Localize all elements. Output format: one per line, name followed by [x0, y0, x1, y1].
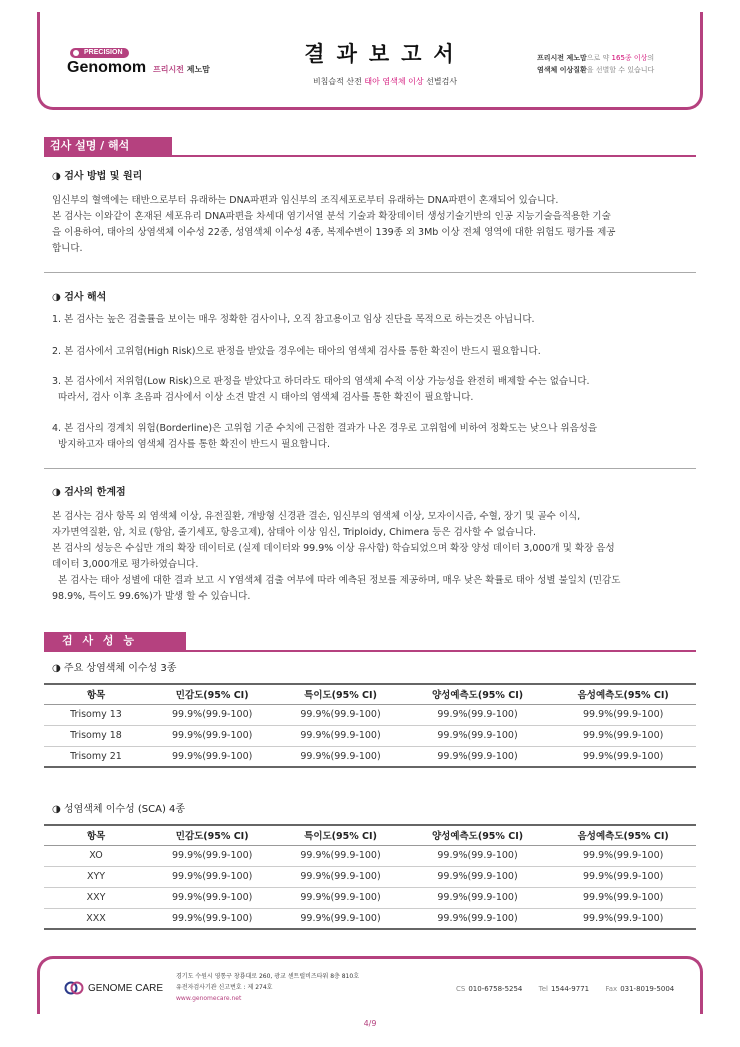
section-title-explain: 검사 설명 / 해석 — [44, 137, 172, 155]
column-header: 특이도(95% CI) — [276, 825, 404, 845]
table-cell: Trisomy 21 — [44, 746, 148, 767]
limitations-line: 데이터 3,000개로 평가하였습니다. — [52, 559, 199, 570]
table-cell: XYY — [44, 866, 148, 887]
autosomal-heading: ◑ 주요 상염색체 이수성 3종 — [52, 663, 177, 674]
company-address-block — [176, 971, 359, 1004]
tagline-brand: 프리시전 제노맘 — [537, 54, 587, 62]
tel-label: Tel — [538, 985, 548, 993]
logo-sub-precision: 프리시전 — [153, 65, 184, 74]
column-header: 특이도(95% CI) — [276, 684, 404, 704]
limitations-line: 자가면역질환, 암, 치료 (항암, 줄기세포, 항응고제), 삼태아 이상 임신, Triploidy, Chimera 등은 검사할 수 없습니다. — [52, 527, 537, 538]
column-header: 음성예측도(95% CI) — [550, 684, 696, 704]
method-paragraph — [52, 193, 694, 257]
table-row — [44, 908, 696, 929]
badge-text: PRECISION — [84, 49, 123, 56]
table-cell: 99.9%(99.9-100) — [148, 908, 276, 929]
table-row — [44, 746, 696, 767]
genome-care-logo-icon — [64, 981, 84, 995]
interpretation-item — [52, 374, 692, 406]
method-line: 을 이용하여, 태아의 상염색체 이수성 22종, 성염색체 이수성 4종, 복제수변이 139종 외 3Mb 이상 전체 영역에 대한 위험도 평가를 제공 — [52, 227, 616, 238]
table-cell: 99.9%(99.9-100) — [405, 725, 551, 746]
method-line: 임신부의 혈액에는 태반으로부터 유래하는 DNA파편과 임신부의 조직세포로부터 유래하는 DNA파편이 혼재되어 있습니다. — [52, 195, 559, 206]
subtitle-part: 선별검사 — [423, 77, 458, 86]
column-header: 음성예측도(95% CI) — [550, 825, 696, 845]
interpretation-line: 1. 본 검사는 높은 검출률을 보이는 매우 정확한 검사이나, 오직 참고용이고 임상 진단을 목적으로 하는것은 아닙니다. — [52, 314, 535, 325]
fax-label: Fax — [605, 985, 618, 993]
table-cell: 99.9%(99.9-100) — [550, 725, 696, 746]
section-rule — [44, 650, 696, 652]
tagline-text: 의 — [647, 54, 655, 62]
limitations-line: 본 검사의 성능은 수십만 개의 확장 데이터로 (실제 데이터와 99.9% 이상 유사함) 학습되었으며 확장 양성 데이터 3,000개 및 확장 음성 — [52, 543, 615, 554]
divider — [44, 272, 696, 273]
table-cell: 99.9%(99.9-100) — [276, 845, 404, 866]
interpretation-item — [52, 312, 692, 328]
table-cell: 99.9%(99.9-100) — [276, 725, 404, 746]
table-cell: 99.9%(99.9-100) — [276, 887, 404, 908]
table-cell: 99.9%(99.9-100) — [276, 746, 404, 767]
interpretation-item — [52, 421, 692, 453]
page-title: 결과보고서 — [304, 42, 466, 66]
table-cell: 99.9%(99.9-100) — [148, 866, 276, 887]
precision-badge — [70, 48, 129, 58]
table-cell: XO — [44, 845, 148, 866]
interpretation-line: 4. 본 검사의 경계치 위험(Borderline)은 고위험 기준 수치에 근접한 결과가 나온 경우로 고위험에 비하여 정확도는 낮으나 위음성을 — [52, 423, 598, 434]
sex-chrom-heading: ◑ 성염색체 이수성 (SCA) 4종 — [52, 804, 186, 815]
tagline-text: 을 선별할 수 있습니다 — [586, 66, 655, 74]
subtitle-part: 비침습적 산전 — [312, 77, 365, 86]
method-line: 합니다. — [52, 243, 83, 254]
table-row — [44, 845, 696, 866]
method-heading: ◑ 검사 방법 및 원리 — [52, 171, 143, 182]
company-name: GENOME CARE — [88, 983, 164, 994]
cs-label: CS — [456, 985, 466, 993]
limitations-line: 본 검사는 검사 항목 외 염색체 이상, 유전질환, 개방형 신경관 결손, 임신부의 염색체 이상, 모자이시즘, 수혈, 장기 및 골수 이식, — [52, 511, 581, 522]
limitations-heading: ◑ 검사의 한계점 — [52, 487, 126, 498]
website-link[interactable]: www.genomecare.net — [176, 995, 242, 1002]
cs-number: 010-6758-5254 — [468, 985, 523, 993]
autosomal-table — [44, 683, 696, 768]
genomom-logo: Genomom — [67, 59, 147, 76]
contact-info — [456, 985, 674, 993]
table-cell: 99.9%(99.9-100) — [276, 704, 404, 725]
table-cell: XXX — [44, 908, 148, 929]
table-cell: 99.9%(99.9-100) — [550, 845, 696, 866]
report-header — [37, 12, 703, 110]
table-cell: 99.9%(99.9-100) — [148, 725, 276, 746]
badge-dot-icon — [73, 50, 79, 56]
table-header-row — [44, 684, 696, 704]
interpretation-line: 방지하고자 태아의 염색체 검사를 통한 확진이 반드시 필요합니다. — [52, 439, 330, 450]
table-cell: 99.9%(99.9-100) — [405, 704, 551, 725]
table-cell: 99.9%(99.9-100) — [405, 746, 551, 767]
fax-number: 031-8019-5004 — [620, 985, 675, 993]
table-cell: 99.9%(99.9-100) — [550, 908, 696, 929]
tagline-text: 으로 약 — [586, 54, 612, 62]
section-rule — [44, 155, 696, 157]
table-row — [44, 887, 696, 908]
table-cell: 99.9%(99.9-100) — [276, 866, 404, 887]
column-header: 항목 — [44, 825, 148, 845]
table-row — [44, 725, 696, 746]
limitations-paragraph — [52, 509, 694, 605]
column-header: 양성예측도(95% CI) — [405, 684, 551, 704]
limitations-line: 본 검사는 태아 성별에 대한 결과 보고 시 Y염색체 검출 여부에 따라 예측된 정보를 제공하며, 매우 낮은 확률로 태아 성별 불일치 (민감도 — [52, 575, 621, 586]
method-line: 본 검사는 이와같이 혼재된 세포유리 DNA파편을 차세대 염기서열 분석 기술과 확장데이터 생성기술기반의 인공 지능기술을적용한 기술 — [52, 211, 611, 222]
table-cell: 99.9%(99.9-100) — [148, 845, 276, 866]
limitations-line: 98.9%, 특이도 99.6%)가 발생 할 수 있습니다. — [52, 591, 251, 602]
column-header: 민감도(95% CI) — [148, 684, 276, 704]
report-footer — [37, 956, 703, 1014]
interpretation-heading: ◑ 검사 해석 — [52, 292, 107, 303]
interpretation-line: 따라서, 검사 이후 초음파 검사에서 이상 소견 발견 시 태아의 염색체 검사를 통한 확진이 필요합니다. — [52, 392, 474, 403]
section-title-performance: 검 사 성 능 — [44, 632, 186, 650]
license-number: 유전자검사기관 신고번호 : 제 274호 — [176, 984, 273, 991]
table-cell: 99.9%(99.9-100) — [276, 908, 404, 929]
table-cell: 99.9%(99.9-100) — [405, 866, 551, 887]
table-cell: XXY — [44, 887, 148, 908]
interpretation-line: 2. 본 검사에서 고위험(High Risk)으로 판정을 받았을 경우에는 태아의 염색체 검사를 통한 확진이 반드시 필요합니다. — [52, 346, 541, 357]
tel-number: 1544-9771 — [550, 985, 590, 993]
tagline-disease: 염색체 이상질환 — [537, 66, 587, 74]
company-address: 경기도 수원시 영통구 창룡대로 260, 광교 센트럴비즈타워 8층 810호 — [176, 973, 359, 980]
table-cell: Trisomy 13 — [44, 704, 148, 725]
table-cell: 99.9%(99.9-100) — [550, 746, 696, 767]
table-cell: 99.9%(99.9-100) — [405, 887, 551, 908]
table-cell: 99.9%(99.9-100) — [405, 845, 551, 866]
divider — [44, 468, 696, 469]
header-tagline — [537, 52, 697, 76]
interpretation-line: 3. 본 검사에서 저위험(Low Risk)으로 판정을 받았다고 하더라도 태아의 염색체 수적 이상 가능성을 완전히 배제할 수는 없습니다. — [52, 376, 590, 387]
page-subtitle — [280, 76, 490, 87]
logo-subtitle — [153, 64, 210, 75]
table-cell: 99.9%(99.9-100) — [550, 887, 696, 908]
table-row — [44, 866, 696, 887]
column-header: 양성예측도(95% CI) — [405, 825, 551, 845]
column-header: 민감도(95% CI) — [148, 825, 276, 845]
table-cell: 99.9%(99.9-100) — [550, 866, 696, 887]
table-cell: Trisomy 18 — [44, 725, 148, 746]
page-number: 4/9 — [363, 1019, 377, 1028]
table-row — [44, 704, 696, 725]
logo-sub-genomom: 제노맘 — [186, 65, 210, 74]
table-cell: 99.9%(99.9-100) — [148, 746, 276, 767]
column-header: 항목 — [44, 684, 148, 704]
table-cell: 99.9%(99.9-100) — [148, 704, 276, 725]
sex-chrom-table — [44, 824, 696, 930]
table-header-row — [44, 825, 696, 845]
table-cell: 99.9%(99.9-100) — [405, 908, 551, 929]
subtitle-highlight: 태아 염색체 이상 — [364, 77, 424, 86]
tagline-count: 165종 이상 — [611, 54, 648, 62]
table-cell: 99.9%(99.9-100) — [550, 704, 696, 725]
table-cell: 99.9%(99.9-100) — [148, 887, 276, 908]
interpretation-item — [52, 344, 692, 360]
